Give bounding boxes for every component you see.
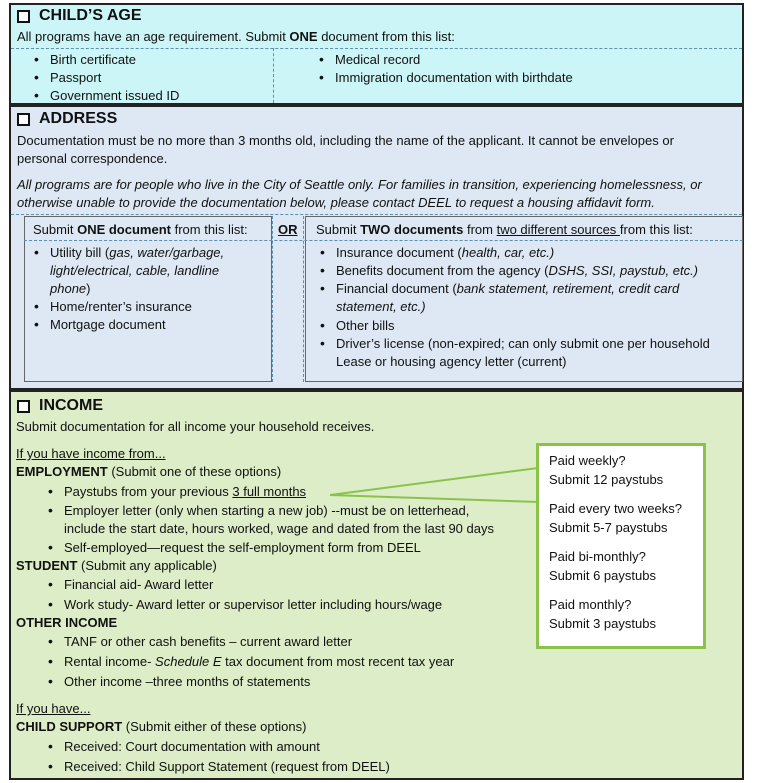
list-item: • Insurance document (health, car, etc.) [336,244,554,261]
list-item: • Received: Court documentation with amount [64,738,320,755]
list-item: • Other bills [336,317,395,334]
list-item: • Paystubs from your previous 3 full months [64,483,306,500]
list-item: • Home/renter’s insurance [50,298,192,315]
student-heading: STUDENT (Submit any applicable) [16,558,217,573]
address-requirements-line-2: personal correspondence. [17,151,168,166]
income-intro: Submit documentation for all income your household receives. [16,419,375,434]
list-item-continuation: light/electrical, cable, landline [50,263,220,278]
list-item: • Financial document (bank statement, retirement, credit card [336,280,679,297]
childs-age-intro: All programs have an age requirement. Submit ONE document from this list: [17,29,455,44]
callout-monthly-answer: Submit 3 paystubs [549,616,656,631]
list-item-continuation: include the start date, hours worked, wage and dated from the last 90 days [64,521,494,536]
one-document-header: Submit ONE document from this list: [33,222,248,237]
or-label: OR [278,222,298,237]
address-requirements-line-1: Documentation must be no more than 3 months old, including the name of the applicant. It cannot be envelopes or [17,133,674,148]
list-item: • Driver’s license (non-expired; can only submit one per household [336,335,710,352]
employment-heading: EMPLOYMENT (Submit one of these options) [16,464,282,479]
list-item: • Financial aid- Award letter [64,576,213,593]
address-title: ADDRESS [39,110,118,127]
list-item: • TANF or other cash benefits – current award letter [64,633,352,650]
income-from-label: If you have income from... [16,446,166,461]
childs-age-title: CHILD’S AGE [39,7,142,24]
list-item: • Rental income- Schedule E tax document from most recent tax year [64,653,454,670]
list-item: • Self-employed—request the self-employment form from DEEL [64,539,421,556]
child-support-heading: CHILD SUPPORT (Submit either of these options) [16,719,307,734]
address-seattle-note-line-1: All programs are for people who live in the City of Seattle only. For families in transition, experiencing homelessness, or [17,177,702,192]
two-documents-header: Submit TWO documents from two different sources from this list: [316,222,693,237]
list-item: • Mortgage document [50,316,166,333]
callout-biweekly-question: Paid every two weeks? [549,501,682,516]
paystub-callout [536,443,706,649]
callout-bimonthly-question: Paid bi-monthly? [549,549,646,564]
callout-biweekly-answer: Submit 5-7 paystubs [549,520,668,535]
list-item-continuation: statement, etc.) [336,299,426,314]
callout-weekly-answer: Submit 12 paystubs [549,472,664,487]
list-item-continuation: phone) [50,281,91,296]
if-you-have-label: If you have... [16,701,91,716]
list-item: • Medical record [335,51,420,68]
list-item: • Utility bill (gas, water/garbage, [50,244,224,261]
address-seattle-note-line-2: otherwise unable to provide the documentation below, please contact DEEL to request a housing affidavit form. [17,195,655,210]
list-item: • Received: Child Support Statement (request from DEEL) [64,758,390,775]
list-item: • Passport [50,69,101,86]
callout-monthly-question: Paid monthly? [549,597,632,612]
list-item-continuation: Lease or housing agency letter (current) [336,354,567,369]
list-item: • Other income –three months of statements [64,673,310,690]
list-item: • Birth certificate [50,51,136,68]
callout-weekly-question: Paid weekly? [549,453,626,468]
other-income-heading: OTHER INCOME [16,615,118,630]
list-item: • Government issued ID [50,87,179,104]
callout-bimonthly-answer: Submit 6 paystubs [549,568,656,583]
income-title: INCOME [39,397,103,414]
list-item: • Employer letter (only when starting a new job) --must be on letterhead, [64,502,469,519]
list-item: • Immigration documentation with birthdate [335,69,573,86]
list-item: • Benefits document from the agency (DSHS, SSI, paystub, etc.) [336,262,698,279]
list-item: • Work study- Award letter or supervisor letter including hours/wage [64,596,442,613]
